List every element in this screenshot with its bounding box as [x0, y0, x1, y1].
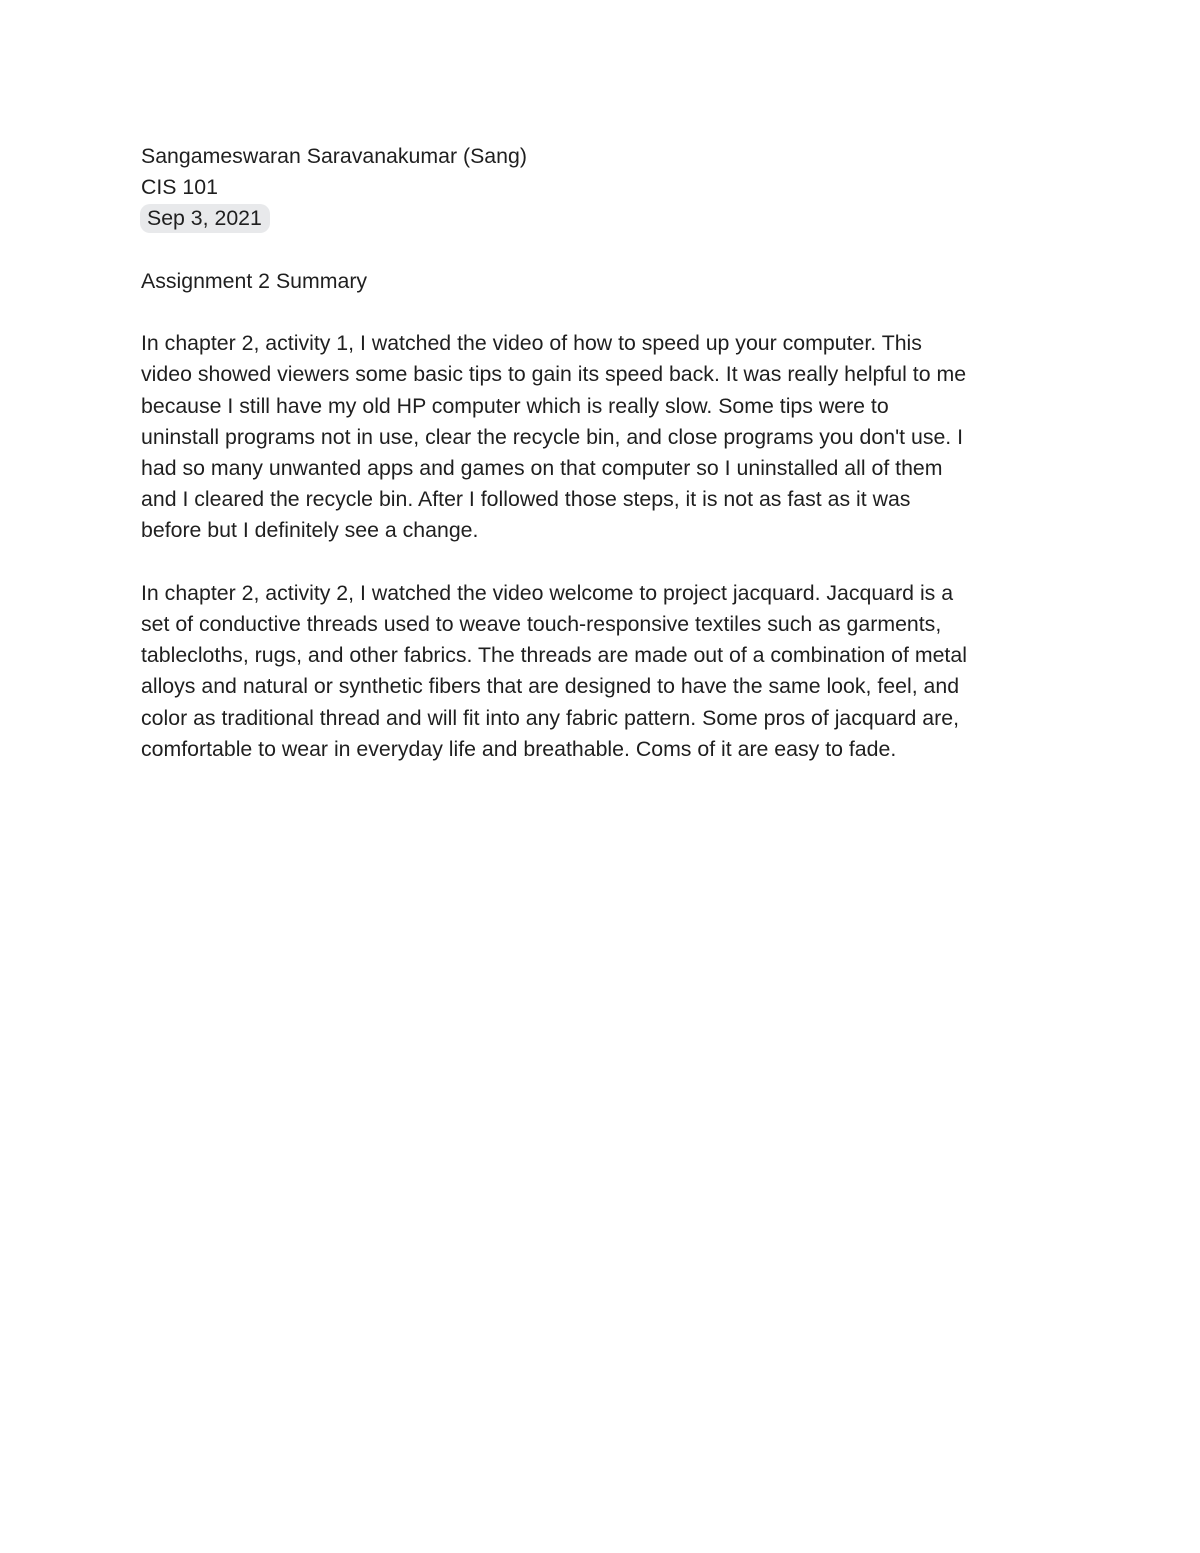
author-name: Sangameswaran Saravanakumar (Sang) — [141, 144, 527, 168]
paragraph-line: set of conductive threads used to weave touch-responsive textiles such as garments, — [141, 612, 942, 636]
paragraph-line: uninstall programs not in use, clear the recycle bin, and close programs you don't use. I — [141, 424, 964, 449]
spacer — [141, 235, 1071, 266]
paragraph-line: video showed viewers some basic tips to gain its speed back. It was really helpful to me — [141, 362, 967, 387]
paragraph-line: because I still have my old HP computer which is really slow. Some tips were to — [141, 393, 889, 418]
paragraph-line: In chapter 2, activity 1, I watched the video of how to speed up your computer. This — [141, 331, 922, 356]
date-line — [141, 203, 1071, 234]
paragraph-line: and I cleared the recycle bin. After I followed those steps, it is not as fast as it was — [141, 487, 911, 512]
paragraph-line: tablecloths, rugs, and other fabrics. The threads are made out of a combination of metal — [141, 643, 967, 668]
paragraph-line: In chapter 2, activity 2, I watched the video welcome to project jacquard. Jacquard is a — [141, 580, 954, 605]
paragraph-activity-1 — [141, 328, 1071, 546]
document-title: Assignment 2 Summary — [141, 268, 368, 293]
paragraph-line: had so many unwanted apps and games on that computer so I uninstalled all of them — [141, 456, 943, 480]
paragraph-line: color as traditional thread and will fit into any fabric pattern. Some pros of jacquard are, — [141, 705, 959, 730]
spacer — [141, 297, 1071, 328]
course-code: CIS 101 — [141, 175, 218, 200]
document-body — [141, 141, 1071, 765]
paragraph-line: before but I definitely see a change. — [141, 518, 479, 543]
spacer — [141, 547, 1071, 578]
paragraph-line: alloys and natural or synthetic fibers that are designed to have the same look, feel, and — [141, 674, 960, 699]
paragraph-activity-2 — [141, 578, 1071, 765]
date-chip[interactable]: Sep 3, 2021 — [140, 204, 270, 233]
paragraph-line: comfortable to wear in everyday life and breathable. Coms of it are easy to fade. — [141, 736, 897, 761]
